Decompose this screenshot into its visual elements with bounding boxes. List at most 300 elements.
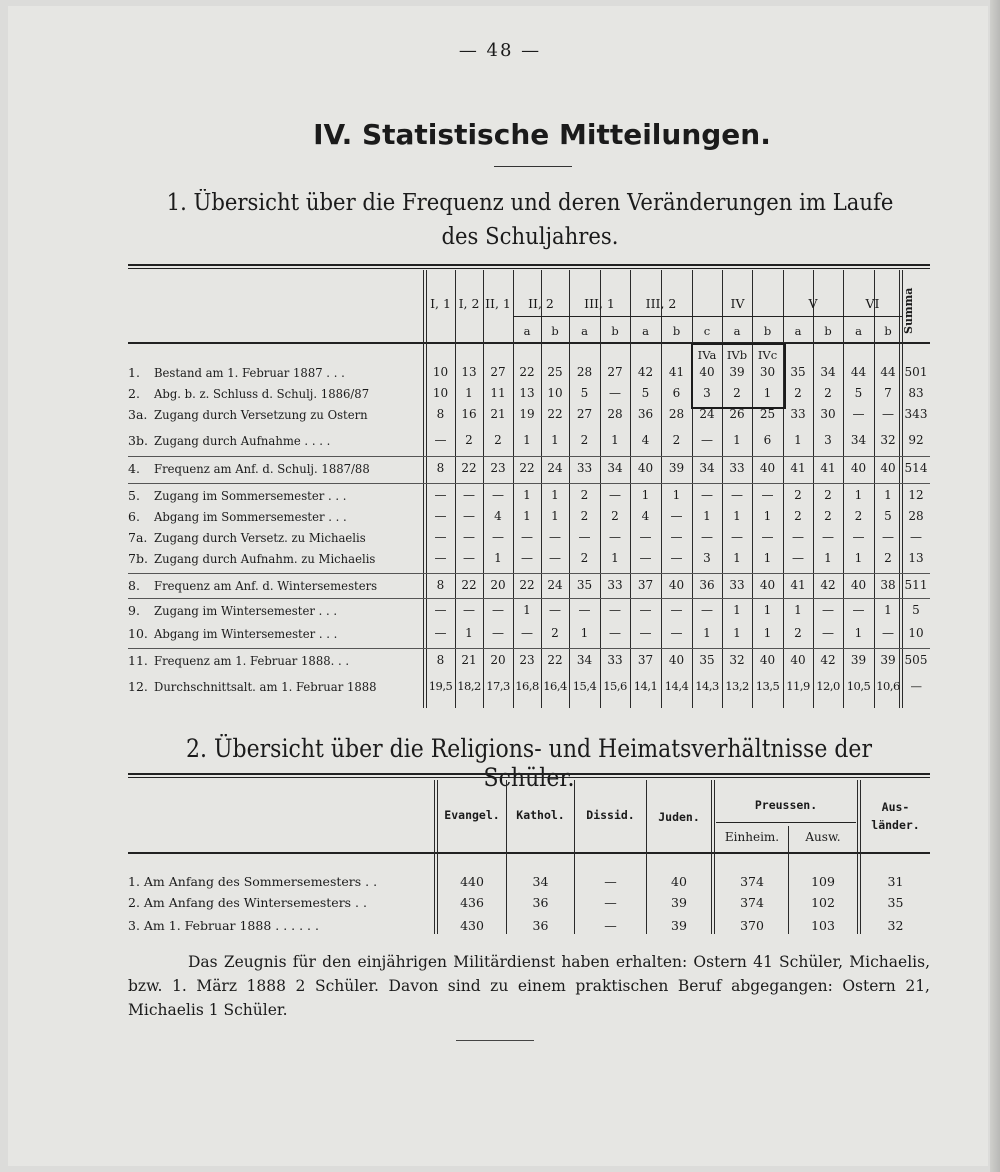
row-number: 11. [128, 653, 148, 668]
table-cell: — [463, 530, 475, 544]
table2-cell: 39 [671, 895, 687, 910]
table-cell: 1 [494, 551, 502, 565]
table-cell: 38 [880, 578, 896, 592]
table-cell: 2 [580, 551, 589, 565]
table-cell: 25 [759, 407, 776, 421]
table-cell: 40 [759, 653, 776, 667]
table-cell: 30 [820, 407, 836, 421]
table-cell: 16,8 [515, 679, 539, 693]
table2-cell: 430 [460, 918, 484, 933]
table1-header-rule [128, 342, 930, 344]
table-cell: 22 [547, 653, 563, 667]
table-cell: 1 [551, 433, 559, 447]
row-number: 3a. [128, 407, 148, 422]
table-cell: 23 [490, 461, 506, 475]
table-cell: — [609, 530, 621, 544]
table2-cell: 109 [811, 874, 835, 889]
table2-cell: 34 [532, 874, 549, 889]
table-cell: 40 [790, 653, 806, 667]
row-separator [128, 456, 930, 457]
table-cell: — [701, 433, 713, 447]
table-cell: 1 [551, 488, 559, 502]
table-cell: — [434, 433, 447, 447]
row-number: 4. [128, 461, 140, 476]
table-cell: 4 [641, 509, 650, 523]
table-cell: 11 [490, 386, 506, 400]
table-cell: 24 [547, 578, 563, 592]
table-cell: 1 [611, 551, 619, 565]
table-cell: 13 [519, 386, 535, 400]
header-dissid: Dissid. [586, 808, 635, 822]
sub-header: a [642, 324, 649, 338]
table-cell: 1 [763, 386, 772, 400]
row-label: Frequenz am 1. Februar 1888. . . [154, 653, 350, 668]
table2-cell: 39 [671, 918, 687, 933]
header-ausw: Ausw. [805, 830, 841, 844]
table-cell: 41 [790, 578, 806, 592]
table-cell: 10,5 [846, 679, 871, 693]
sub-header: b [611, 324, 619, 338]
table-cell: 40 [850, 461, 867, 475]
subheader-rule [513, 316, 902, 317]
table-cell: — [882, 407, 894, 421]
table-cell: 1 [884, 488, 892, 502]
row-separator [128, 573, 930, 574]
table1-top-rule [128, 264, 930, 266]
table1-col-divider [423, 270, 424, 708]
row-label: Zugang durch Versetzung zu Ostern [154, 407, 368, 422]
table-cell: 13 [908, 551, 924, 565]
table-cell: 1 [733, 626, 741, 640]
table-cell: 28 [576, 365, 593, 379]
table-cell: 8 [436, 578, 445, 592]
row-label: Abg. b. z. Schluss d. Schulj. 1886/87 [154, 386, 370, 401]
table-cell: 42 [637, 365, 654, 379]
sub-header: b [551, 324, 559, 338]
row-number: 2. [128, 386, 140, 401]
sub-header: b [763, 324, 772, 338]
table-cell: 36 [637, 407, 654, 421]
table-cell: 6 [672, 386, 681, 400]
row-number: 3b. [128, 433, 148, 448]
table2-cell: 374 [740, 895, 764, 910]
t2-divider [714, 780, 715, 934]
table-cell: 2 [884, 551, 892, 565]
table-cell: 1 [611, 433, 619, 447]
sub-header: b [884, 324, 892, 338]
table-cell: — [822, 626, 834, 640]
table-cell: 1 [884, 603, 892, 617]
table-cell: 13,5 [755, 679, 780, 693]
class-header: VI [865, 296, 880, 311]
table-cell: 1 [523, 509, 531, 523]
table-cell: — [609, 603, 621, 617]
table-cell: 40 [637, 461, 654, 475]
iv-split-label: IVb [726, 348, 748, 362]
row-label: Zugang im Wintersemester . . . [154, 603, 338, 618]
header-juden: Juden. [658, 810, 700, 824]
table-cell: — [578, 603, 591, 617]
table2-cell: 31 [887, 874, 904, 889]
table-cell: 40 [668, 578, 685, 592]
table-cell: 1 [580, 626, 589, 640]
table-cell: 15,6 [603, 679, 627, 693]
table-cell: 20 [490, 578, 506, 592]
table-cell: — [670, 551, 683, 565]
table-cell: 2 [824, 509, 832, 523]
table-cell: 5 [854, 386, 863, 400]
table-cell: 2 [794, 509, 802, 523]
table-cell: 13,2 [725, 679, 749, 693]
table-cell: 26 [729, 407, 745, 421]
header-kathol: Kathol. [516, 808, 565, 822]
row-label: Zugang durch Versetz. zu Michaelis [154, 530, 366, 545]
table2-cell: — [604, 895, 617, 910]
table-cell: 505 [904, 653, 928, 667]
t2-divider [646, 780, 647, 934]
table-cell: 40 [880, 461, 896, 475]
table-cell: — [492, 488, 504, 502]
sub-header: c [703, 324, 711, 338]
table-cell: — [852, 407, 865, 421]
table2-cell: 374 [740, 874, 764, 889]
table-cell: 501 [904, 365, 928, 379]
table-cell: 18,2 [457, 679, 481, 693]
t2-divider [857, 780, 858, 934]
table-cell: 10 [908, 626, 924, 640]
table-cell: 41 [790, 461, 806, 475]
table-cell: — [521, 626, 533, 640]
table-cell: 2 [611, 509, 619, 523]
table-cell: 37 [637, 578, 654, 592]
table2-row-label: 3. Am 1. Februar 1888 . . . . . . [128, 918, 319, 933]
table-cell: 2 [794, 386, 802, 400]
table-cell: 10 [432, 386, 449, 400]
table-cell: 33 [607, 653, 623, 667]
row-label: Durchschnittsalt. am 1. Februar 1888 [154, 679, 377, 694]
table-cell: — [463, 551, 475, 565]
table-cell: 1 [733, 551, 741, 565]
table2-cell: 32 [887, 918, 904, 933]
table-cell: — [549, 603, 561, 617]
table-cell: 10,6 [876, 679, 900, 693]
class-header: III, 1 [584, 296, 615, 311]
row-label: Zugang durch Aufnahme . . . . [154, 433, 331, 448]
table-cell: 2 [794, 626, 802, 640]
table-cell: 30 [759, 365, 776, 379]
table-cell: — [492, 626, 504, 640]
table-cell: — [549, 551, 561, 565]
table-cell: 12,0 [816, 679, 840, 693]
table-cell: 39 [880, 653, 896, 667]
table-cell: 24 [547, 461, 563, 475]
table-cell: 22 [461, 461, 477, 475]
table-cell: 39 [850, 653, 867, 667]
table-cell: — [670, 509, 683, 523]
row-number: 6. [128, 509, 140, 524]
table-cell: 40 [668, 653, 685, 667]
table2-top-rule [128, 773, 930, 775]
table2-cell: 440 [460, 874, 484, 889]
table-cell: 6 [763, 433, 772, 447]
table-cell: 12 [908, 488, 924, 502]
table-cell: 33 [576, 461, 593, 475]
header-preussen: Preussen. [754, 798, 818, 812]
table-cell: 22 [461, 578, 477, 592]
table-cell: 1 [854, 626, 863, 640]
table-cell: 1 [763, 551, 772, 565]
table-cell: — [701, 530, 713, 544]
table-cell: — [792, 530, 804, 544]
table-cell: — [434, 551, 447, 565]
t2-divider [434, 780, 435, 934]
table-cell: 2 [733, 386, 741, 400]
table2-cell: — [604, 874, 617, 889]
sub-header: b [824, 324, 832, 338]
table-cell: — [434, 530, 447, 544]
t2-divider [574, 780, 575, 934]
table-cell: 1 [733, 603, 741, 617]
table-cell: 37 [637, 653, 654, 667]
table-cell: 35 [576, 578, 593, 592]
table-cell: — [731, 488, 743, 502]
table-cell: 2 [580, 488, 589, 502]
table-cell: — [463, 488, 475, 502]
row-number: 9. [128, 603, 140, 618]
sub-header: a [523, 324, 531, 338]
table-cell: 23 [519, 653, 535, 667]
row-label: Frequenz am Anf. d. Wintersemesters [154, 578, 378, 593]
table-cell: 15,4 [572, 679, 597, 693]
table2-top-rule-2 [128, 777, 930, 778]
table-cell: 2 [824, 386, 832, 400]
table-cell: 1 [672, 488, 681, 502]
class-header: I, 2 [458, 296, 480, 311]
row-separator [128, 598, 930, 599]
table-cell: — [463, 603, 475, 617]
table2-cell: 102 [811, 895, 835, 910]
table-cell: 21 [461, 653, 477, 667]
table-cell: 1 [794, 603, 802, 617]
preussen-rule [716, 822, 856, 823]
table-cell: 20 [490, 653, 506, 667]
table-cell: — [434, 509, 447, 523]
table1-title: 1. Übersicht über die Frequenz und deren Veränderungen im Laufe des Schuljahres. [166, 190, 894, 250]
page-number: — 48 — [458, 40, 542, 61]
table2-header-rule [128, 852, 930, 854]
table-cell: 2 [551, 626, 559, 640]
row-number: 7a. [128, 530, 148, 545]
table2-title: 2. Übersicht über die Religions- und Heimatsverhältnisse der [186, 734, 872, 763]
table-cell: 42 [820, 578, 836, 592]
table1-top-rule-2 [128, 268, 930, 269]
table-cell: 44 [850, 365, 867, 379]
table-cell: — [822, 530, 834, 544]
table-cell: 2 [824, 488, 832, 502]
sub-header: a [581, 324, 588, 338]
table-cell: 36 [699, 578, 715, 592]
table-cell: 1 [465, 626, 473, 640]
table-cell: 8 [436, 461, 445, 475]
table-cell: — [609, 386, 621, 400]
table-cell: 19 [519, 407, 535, 421]
table-cell: 5 [912, 603, 920, 617]
table2-cell: 35 [887, 895, 904, 910]
table-cell: — [609, 488, 621, 502]
table-cell: 3 [824, 433, 832, 447]
table2-cell: 370 [740, 918, 764, 933]
table-cell: 27 [576, 407, 593, 421]
class-header: II, 1 [485, 296, 511, 311]
table2-cell: — [604, 918, 617, 933]
table-cell: 5 [641, 386, 650, 400]
sub-header: a [794, 324, 802, 338]
table-cell: 11,9 [786, 679, 810, 693]
table-cell: — [761, 530, 774, 544]
summa-header: Summa [902, 287, 915, 335]
table2-cell: 436 [460, 895, 484, 910]
table-cell: 3 [703, 386, 711, 400]
table-cell: 2 [580, 433, 589, 447]
table-cell: 22 [519, 578, 535, 592]
table-cell: 8 [436, 653, 445, 667]
table2-cell: 40 [671, 874, 687, 889]
row-label: Zugang im Sommersemester . . . [154, 488, 347, 503]
row-number: 5. [128, 488, 140, 503]
table-cell: 92 [908, 433, 924, 447]
table-cell: 16,4 [543, 679, 567, 693]
table-cell: 4 [494, 509, 502, 523]
table-cell: 41 [668, 365, 685, 379]
table-cell: 34 [820, 365, 836, 379]
table-cell: — [731, 530, 743, 544]
table-cell: 7 [884, 386, 892, 400]
class-header: II, 2 [528, 296, 554, 311]
table-cell: 27 [490, 365, 506, 379]
row-number: 1. [128, 365, 140, 380]
header-auslaender-2: länder. [871, 818, 920, 832]
table-cell: 40 [759, 578, 776, 592]
table-cell: 17,3 [486, 679, 510, 693]
table-cell: — [852, 530, 865, 544]
page-edge [990, 0, 1000, 1172]
table-cell: 1 [763, 509, 772, 523]
table-cell: 34 [576, 653, 593, 667]
table-cell: 1 [523, 488, 531, 502]
class-header: V [808, 296, 818, 311]
header-auslaender-1: Aus- [881, 800, 910, 814]
table-cell: 14,4 [664, 679, 689, 693]
table-cell: 34 [607, 461, 623, 475]
class-header: IV [730, 296, 745, 311]
table-cell: 22 [547, 407, 563, 421]
table-cell: — [434, 626, 447, 640]
table-cell: 2 [580, 509, 589, 523]
table-cell: 1 [551, 509, 559, 523]
table-cell: 1 [854, 551, 863, 565]
table-cell: — [822, 603, 834, 617]
iv-split-label: IVc [757, 348, 778, 362]
row-separator [128, 483, 930, 484]
iv-split-label: IVa [697, 348, 717, 362]
row-number: 12. [128, 679, 148, 694]
t2-divider [437, 780, 438, 934]
table-cell: 83 [908, 386, 924, 400]
table-cell: 35 [790, 365, 806, 379]
row-label: Abgang im Wintersemester . . . [154, 626, 338, 641]
table-cell: — [492, 530, 504, 544]
table-cell: 39 [668, 461, 685, 475]
table-cell: — [521, 530, 533, 544]
table-cell: 33 [790, 407, 806, 421]
table-cell: 2 [494, 433, 502, 447]
table-cell: 1 [824, 551, 832, 565]
table-cell: — [670, 530, 683, 544]
table-cell: 2 [672, 433, 681, 447]
table2-cell: 103 [811, 918, 835, 933]
table-cell: 1 [465, 386, 473, 400]
row-label: Frequenz am Anf. d. Schulj. 1887/88 [154, 461, 370, 476]
table-cell: — [578, 530, 591, 544]
table-cell: 2 [854, 509, 863, 523]
table-cell: 19,5 [428, 679, 453, 693]
table-cell: 42 [820, 653, 836, 667]
table-cell: 1 [733, 433, 741, 447]
table2-cell: 36 [532, 918, 549, 933]
table-cell: 8 [436, 407, 445, 421]
sub-header: a [855, 324, 862, 338]
table-cell: 34 [699, 461, 715, 475]
table-cell: 40 [759, 461, 776, 475]
table2-cell: 36 [532, 895, 549, 910]
table-cell: — [434, 603, 447, 617]
table-cell: 33 [607, 578, 623, 592]
table-cell: 14,3 [695, 679, 719, 693]
table-cell: 2 [465, 433, 473, 447]
table-cell: 34 [850, 433, 867, 447]
header-einheim: Einheim. [724, 830, 780, 844]
table-cell: 35 [699, 653, 715, 667]
table-cell: 32 [880, 433, 896, 447]
t2-divider [711, 780, 712, 934]
table-cell: 1 [641, 488, 650, 502]
table-cell: 1 [794, 433, 802, 447]
table-cell: 10 [432, 365, 449, 379]
row-number: 10. [128, 626, 148, 641]
table-cell: — [463, 509, 475, 523]
paragraph-text: Das Zeugnis für den einjährigen Militärdienst haben erhalten: Ostern 41 Schüler, Michaelis, bzw. 1. März 1888 2 Schüler. Davon sind zu einem praktischen Beruf abgegangen: Ostern 21, Michaelis 1 Schüler. [128, 953, 930, 1019]
table-cell: 22 [519, 365, 535, 379]
table-cell: — [609, 626, 621, 640]
table-cell: — [639, 551, 652, 565]
table2-row-label: 2. Am Anfang des Wintersemesters . . [128, 895, 367, 910]
table-cell: 40 [850, 578, 867, 592]
title-divider [494, 166, 572, 167]
table-cell: 24 [699, 407, 715, 421]
table-cell: 33 [729, 461, 745, 475]
table-cell: — [639, 626, 652, 640]
table-cell: 40 [699, 365, 715, 379]
table-cell: — [670, 603, 683, 617]
table-cell: 32 [729, 653, 745, 667]
row-number: 7b. [128, 551, 148, 566]
table2-row-label: 1. Am Anfang des Sommersemesters . . [128, 874, 378, 889]
table-cell: — [792, 551, 804, 565]
header-evangel: Evangel. [444, 808, 500, 822]
table-cell: 28 [908, 509, 924, 523]
table-cell: — [492, 603, 504, 617]
table-cell: 1 [763, 603, 772, 617]
